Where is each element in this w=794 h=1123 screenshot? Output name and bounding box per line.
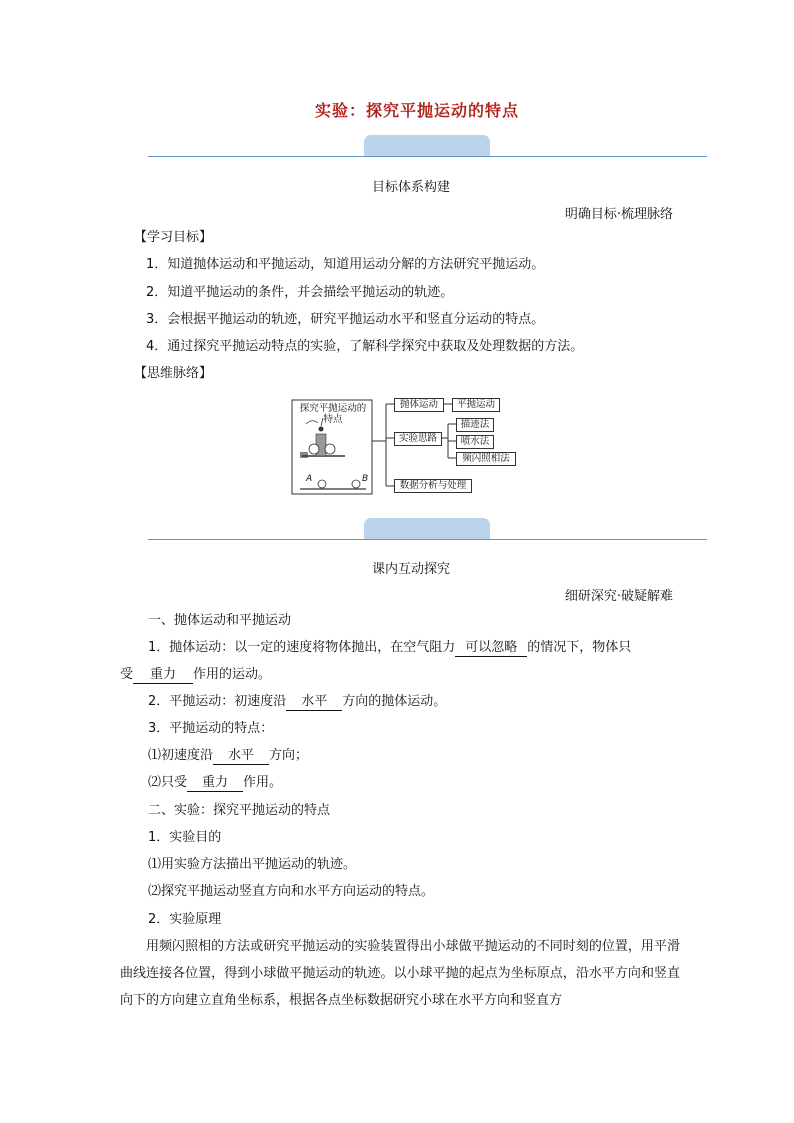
text: 作用。 [243, 775, 283, 790]
section-tab [364, 135, 490, 157]
paragraph-line: ⑵探究平抛运动竖直方向和水平方向运动的特点。 [148, 884, 435, 899]
node-water-jet-method: 喷水法 [456, 435, 494, 449]
text: 方向的抛体运动。 [342, 694, 447, 709]
point-a-label: A [306, 474, 313, 484]
text: ⑴初速度沿 [148, 748, 214, 763]
point-b-label: B [362, 474, 369, 484]
text: 受 [120, 667, 134, 682]
objective-item: 2．知道平抛运动的条件，并会描绘平抛运动的轨迹。 [146, 285, 454, 300]
heading-part-one: 一、抛体运动和平抛运动 [148, 613, 292, 628]
node-experiment-idea: 实验思路 [394, 432, 442, 446]
paragraph-line: ⑴用实验方法描出平抛运动的轨迹。 [148, 857, 357, 872]
paragraph-line [148, 774, 282, 792]
objective-item: 1．知道抛体运动和平抛运动，知道用运动分解的方法研究平抛运动。 [146, 257, 545, 272]
mindmap-diagram [290, 396, 530, 496]
mindmap-root-label: 探究平抛运动的特点 [299, 403, 367, 425]
objectives-label: 【学习目标】 [134, 230, 213, 245]
text: 作用的运动。 [193, 667, 272, 682]
text: 的情况下，物体只 [527, 640, 632, 655]
section-heading: 目标体系构建 [371, 180, 450, 195]
heading-part-two: 二、实验：探究平抛运动的特点 [148, 803, 331, 818]
principle-paragraph: 用频闪照相的方法或研究平抛运动的实验装置得出小球做平抛运动的不同时刻的位置，用平滑曲线连接各位置，得到小球做平抛运动的轨迹。以小球平抛的起点为坐标原点，沿水平方向和竖直向下的方向建立直角坐标系，根据各点坐标数据研究小球在水平方向和竖直方 [120, 939, 680, 1008]
text: 方向； [269, 748, 309, 763]
paragraph-line: 3．平抛运动的特点： [148, 721, 274, 736]
fill-blank: 可以忽略 [455, 640, 527, 657]
paragraph-line: 2．实验原理 [148, 912, 222, 927]
page-title: 实验：探究平抛运动的特点 [314, 101, 519, 120]
fill-blank: 水平 [286, 694, 342, 711]
paragraph-line [120, 666, 271, 684]
node-horizontal-projectile: 平抛运动 [452, 398, 500, 412]
objective-item: 4．通过探究平抛运动特点的实验，了解科学探究中获取及处理数据的方法。 [146, 339, 584, 354]
text: ⑵只受 [148, 775, 188, 790]
text: 2．平抛运动：初速度沿 [148, 694, 287, 709]
paragraph-line [148, 747, 308, 765]
fill-blank: 重力 [133, 667, 193, 684]
section-divider [148, 156, 707, 157]
section-subheading: 细研深究·破疑解难 [564, 589, 673, 604]
node-projectile-motion: 抛体运动 [394, 398, 444, 412]
node-trace-method: 描迹法 [456, 418, 494, 432]
paragraph-line: 1．实验目的 [148, 830, 222, 845]
text: 1．抛体运动：以一定的速度将物体抛出，在空气阻力 [148, 640, 456, 655]
node-strobe-photo-method: 频闪照相法 [456, 452, 516, 466]
paragraph-line [148, 693, 446, 711]
objective-item: 3．会根据平抛运动的轨迹，研究平抛运动水平和竖直分运动的特点。 [146, 312, 545, 327]
paragraph-line [148, 639, 631, 657]
section-tab [364, 518, 490, 540]
section-heading: 课内互动探究 [371, 562, 450, 577]
mindmap-label: 【思维脉络】 [134, 366, 213, 381]
section-subheading: 明确目标·梳理脉络 [564, 207, 673, 222]
fill-blank: 重力 [187, 775, 243, 792]
section-divider [148, 539, 707, 540]
node-data-analysis: 数据分析与处理 [394, 479, 472, 493]
fill-blank: 水平 [213, 748, 269, 765]
